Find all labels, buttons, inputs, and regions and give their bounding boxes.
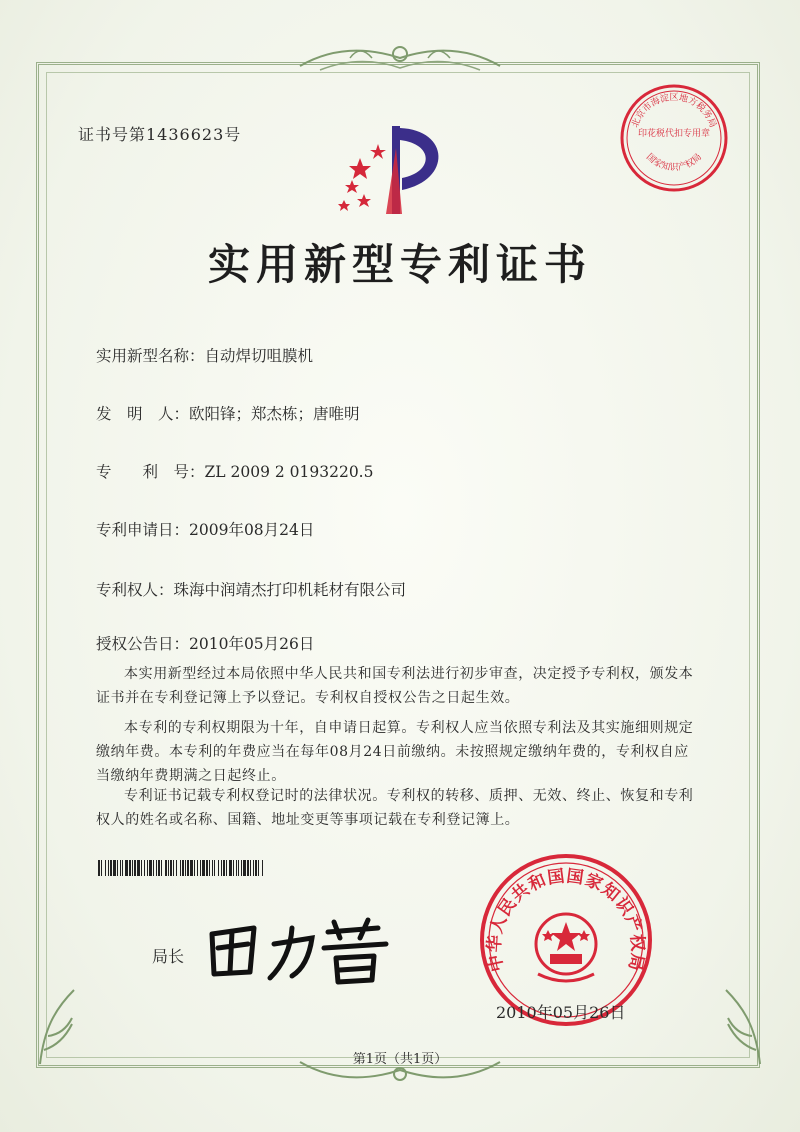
body-paragraph-3: 专利证书记载专利权登记时的法律状况。专利权的转移、质押、无效、终止、恢复和专利权人的姓名或名称、国籍、地址变更等事项记载在专利登记簿上。: [96, 788, 694, 828]
barcode-bar: [263, 860, 265, 876]
barcode: [98, 860, 448, 876]
body-paragraph-1: 本实用新型经过本局依照中华人民共和国专利法进行初步审查，决定授予专利权，颁发本证书并在专利登记簿上予以登记。专利权自授权公告之日起生效。: [96, 666, 694, 706]
utility-model-name: 实用新型名称：自动焊切咀膜机: [96, 347, 314, 365]
seal-ring-text: 中华人民共和国国家知识产权局: [484, 866, 648, 974]
director-label: 局长: [152, 947, 185, 966]
page-indicator: 第1页（共1页）: [352, 1052, 448, 1067]
tax-seal-stamp: [618, 82, 730, 194]
director-signature: [204, 914, 394, 986]
patent-number: 专 利 号：ZL 2009 2 0193220.5: [96, 463, 374, 481]
top-ornament: [290, 36, 510, 80]
inventors: 发 明 人：欧阳锋；郑杰栋；唐唯明: [96, 405, 360, 423]
tax-seal-center-text: 印花税代扣专用章: [637, 129, 711, 139]
tax-seal-top-text: 北京市海淀区地方税务局: [630, 93, 718, 130]
filing-date: 专利申请日：2009年08月24日: [96, 521, 315, 539]
tax-seal-bottom-text: 国家知识产权局: [643, 152, 705, 174]
grant-date: 授权公告日：2010年05月26日: [96, 635, 315, 653]
certificate-title: 实用新型专利证书: [207, 240, 592, 289]
patent-office-logo-icon: [330, 118, 470, 218]
seal-date: 2010年05月26日: [496, 1003, 626, 1022]
body-paragraph-2: 本专利的专利权期限为十年，自申请日起算。专利权人应当依照专利法及其实施细则规定缴纳年费。本专利的年费应当在每年08月24日前缴纳。未按照规定缴纳年费的，专利权自应当缴纳年费期满之日起终止。: [96, 720, 694, 784]
patentee: 专利权人：珠海中润靖杰打印机耗材有限公司: [96, 581, 407, 599]
certificate-number: 证书号第1436623号: [78, 125, 242, 144]
svg-text:国家知识产权局: [644, 151, 704, 173]
